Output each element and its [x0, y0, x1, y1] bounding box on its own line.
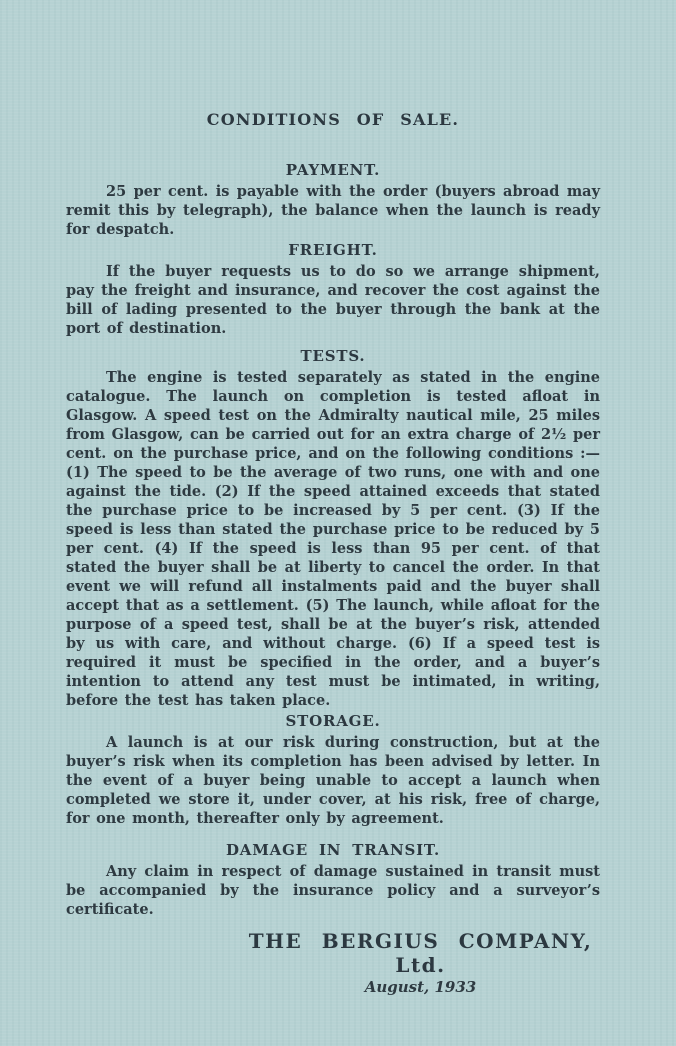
document-title: CONDITIONS OF SALE. — [206, 110, 460, 129]
section-damage-in-transit — [66, 839, 600, 919]
section-storage-body: A launch is at our risk during construction, but at the buyer’s risk when its completion has been advised by letter. In the event of a buyer being unable to accept a launch when completed we store it, under cover, at his risk, free of charge, for one month, thereafter only by agreement. — [66, 734, 600, 827]
company-name: THE BERGIUS COMPANY, Ltd. — [248, 929, 593, 977]
section-tests-heading: TESTS. — [300, 347, 366, 365]
section-storage-heading: STORAGE. — [285, 712, 381, 730]
signature-block — [241, 929, 600, 996]
section-payment-body: 25 per cent. is payable with the order (buyers abroad may remit this by telegraph), the balance when the launch is ready for despatch. — [66, 183, 600, 238]
section-damage-in-transit-body: Any claim in respect of damage sustained in transit must be accompanied by the insurance policy and a surveyor’s certificate. — [66, 863, 600, 918]
section-payment — [66, 159, 600, 239]
section-freight-body: If the buyer requests us to do so we arrange shipment, pay the freight and insurance, and recover the cost against the bill of lading presented to the buyer through the bank at the port of destination. — [66, 263, 600, 337]
section-freight — [66, 239, 600, 338]
section-payment-heading: PAYMENT. — [285, 161, 381, 179]
signature-date: August, 1933 — [364, 978, 477, 996]
section-tests — [66, 345, 600, 710]
section-storage — [66, 710, 600, 828]
section-tests-body: The engine is tested separately as stated in the engine catalogue. The launch on completion is tested afloat in Glasgow. A speed test on the Admiralty nautical mile, 25 miles from Glasgow, can be carried out for an extra charge of 2½ per cent. on the purchase price, and on the following conditions :—(1) The speed to be the average of two runs, one with and one against the tide. (2) If the speed attained exceeds that stated the purchase price to be increased by 5 per cent. (3) If the speed is less than stated the purchase price to be reduced by 5 per cent. (4) If the speed is less than 95 per cent. of that stated the buyer shall be at liberty to cancel the order. In that event we will refund all instalments paid and the buyer shall accept that as a settlement. (5) The launch, while afloat for the purpose of a speed test, shall be at the buyer’s risk, attended by us with care, and without charge. (6) If a speed test is required it must be specified in the order, and a buyer’s intention to attend any test must be intimated, in writing, before the test has taken place. — [66, 369, 600, 709]
section-damage-in-transit-heading: DAMAGE IN TRANSIT. — [226, 841, 440, 859]
section-freight-heading: FREIGHT. — [288, 241, 378, 259]
